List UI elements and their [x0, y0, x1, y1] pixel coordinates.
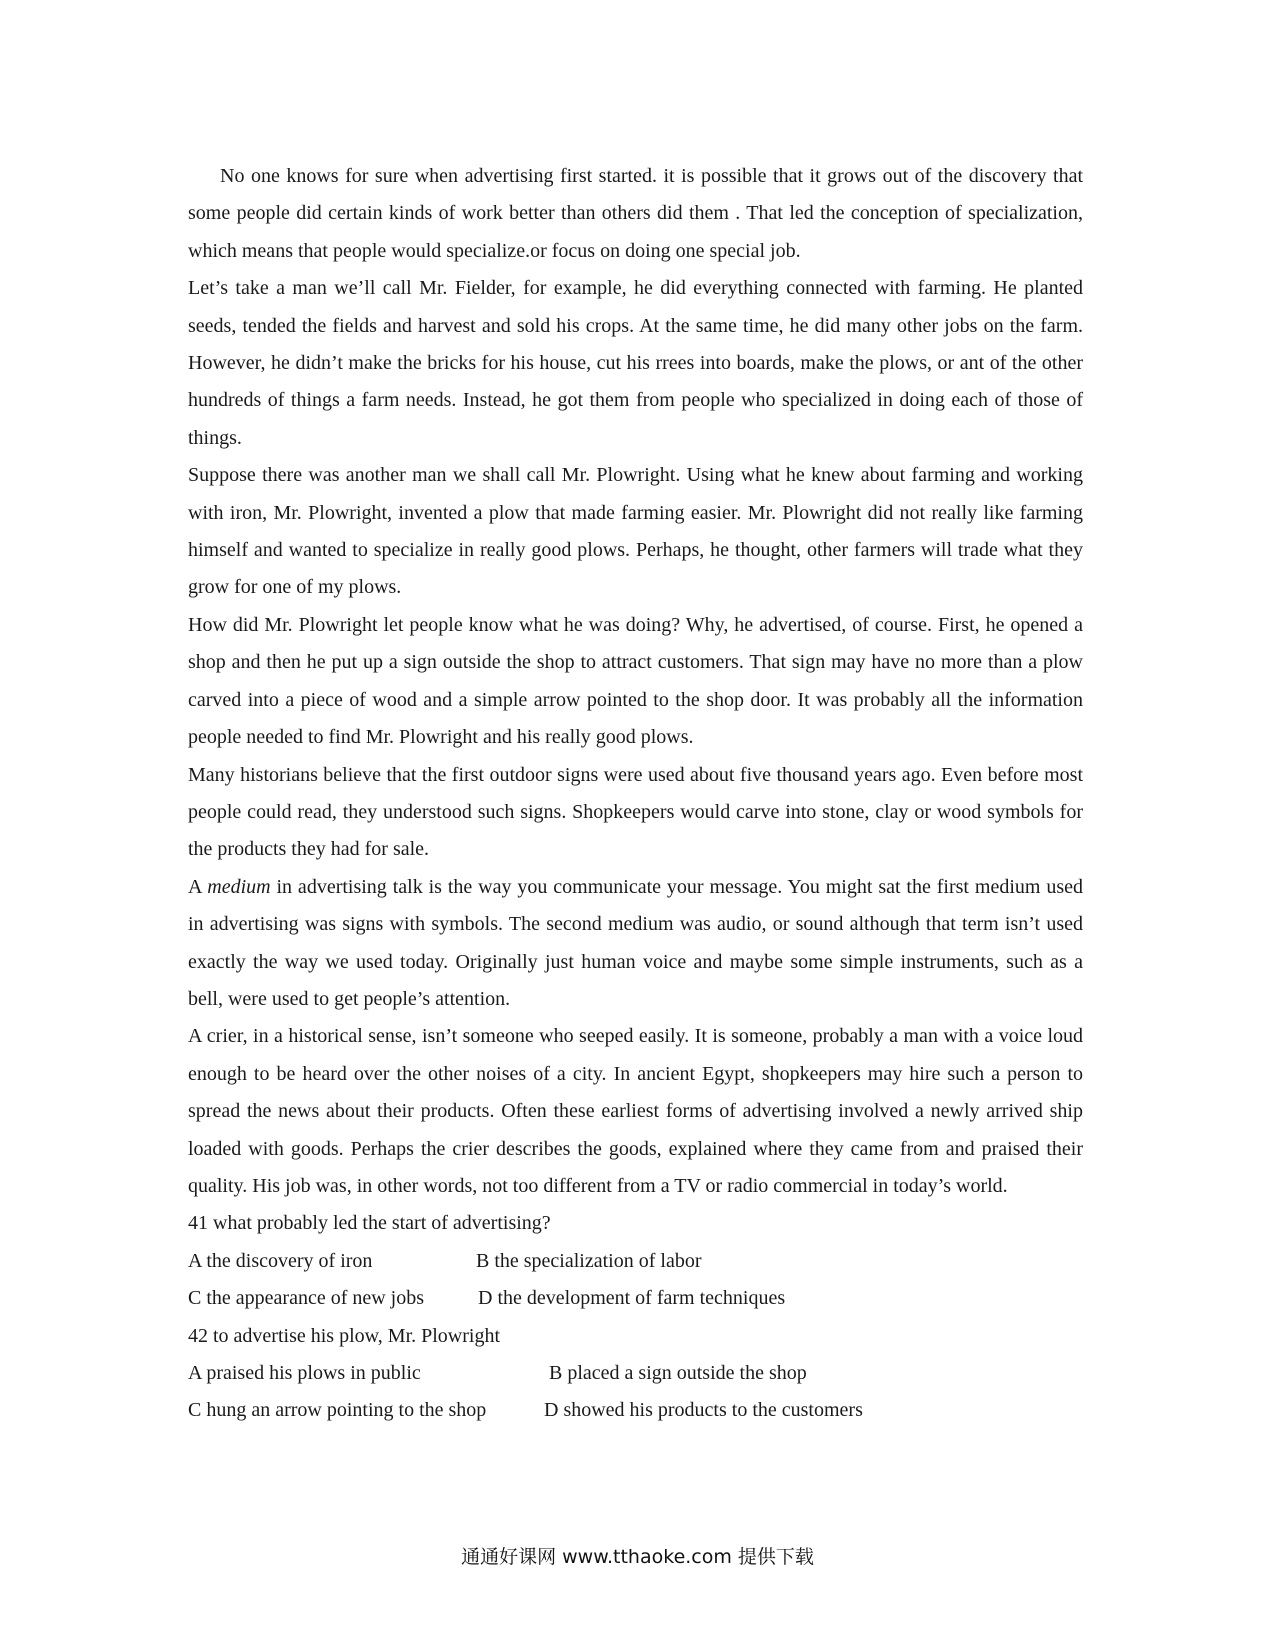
options-row	[188, 1280, 1083, 1317]
paragraph-2: Let’s take a man we’ll call Mr. Fielder, for example, he did everything connected with farming. He planted seeds, tended the fields and harvest and sold his crops. At the same time, he did many other jobs on the farm. However, he didn’t make the bricks for his house, cut his rrees into boards, make the plows, or ant of the other hundreds of things a farm needs. Instead, he got them from people who specialized in doing each of those of things.	[188, 277, 1083, 449]
options-row	[188, 1392, 1083, 1429]
question-stem: 41 what probably led the start of advertising?	[188, 1212, 551, 1235]
paragraph-3: Suppose there was another man we shall call Mr. Plowright. Using what he knew about farming and working with iron, Mr. Plowright, invented a plow that made farming easier. Mr. Plowright did not really like farming himself and wanted to specialize in really good plows. Perhaps, he thought, other farmers will trade what they grow for one of my plows.	[188, 464, 1083, 599]
page-footer: 通通好课网 www.tthaoke.com 提供下载	[461, 1546, 814, 1568]
option-d: D showed his products to the customers	[544, 1399, 863, 1422]
document-body	[188, 158, 1083, 1430]
option-c: C hung an arrow pointing to the shop	[188, 1399, 487, 1422]
option-c: C the appearance of new jobs	[188, 1287, 425, 1310]
option-b: B the specialization of labor	[476, 1249, 702, 1272]
paragraph-6-emphasis: medium	[207, 875, 271, 898]
question-41	[188, 1205, 1083, 1317]
question-42	[188, 1318, 1083, 1430]
options-row	[188, 1355, 1083, 1392]
paragraph-6-rest: in advertising talk is the way you communicate your message. You might sat the first medium used in advertising was signs with symbols. The second medium was audio, or sound although that term isn’t used exactly the way we used today. Originally just human voice and maybe some simple instruments, such as a bell, were used to get people’s attention.	[188, 875, 1083, 1010]
paragraph-1: No one knows for sure when advertising first started. it is possible that it grows out of the discovery that some people did certain kinds of work better than others did them . That led the conception of specialization, which means that people would specialize.or focus on doing one special job.	[188, 165, 1083, 262]
paragraph-6	[188, 869, 1083, 1019]
option-a: A the discovery of iron	[188, 1249, 373, 1272]
option-d: D the development of farm techniques	[478, 1287, 786, 1310]
paragraph-5: Many historians believe that the first outdoor signs were used about five thousand years ago. Even before most people could read, they understood such signs. Shopkeepers would carve into stone, clay or wood symbols for the products they had for sale.	[188, 763, 1083, 861]
paragraph-6-start: A	[188, 875, 208, 898]
question-stem: 42 to advertise his plow, Mr. Plowright	[188, 1324, 501, 1347]
paragraph-7: A crier, in a historical sense, isn’t someone who seeped easily. It is someone, probably a man with a voice loud enough to be heard over the other noises of a city. In ancient Egypt, shopkeepers may hire such a person to spread the news about their products. Often these earliest forms of advertising involved a newly arrived ship loaded with goods. Perhaps the crier describes the goods, explained where they came from and praised their quality. His job was, in other words, not too different from a TV or radio commercial in today’s world.	[188, 1025, 1083, 1197]
paragraph-4: How did Mr. Plowright let people know what he was doing? Why, he advertised, of course. First, he opened a shop and then he put up a sign outside the shop to attract customers. That sign may have no more than a plow carved into a piece of wood and a simple arrow pointed to the shop door. It was probably all the information people needed to find Mr. Plowright and his really good plows.	[188, 613, 1083, 749]
option-b: B placed a sign outside the shop	[549, 1362, 807, 1384]
option-a: A praised his plows in public	[188, 1362, 421, 1384]
options-row	[188, 1243, 1083, 1280]
